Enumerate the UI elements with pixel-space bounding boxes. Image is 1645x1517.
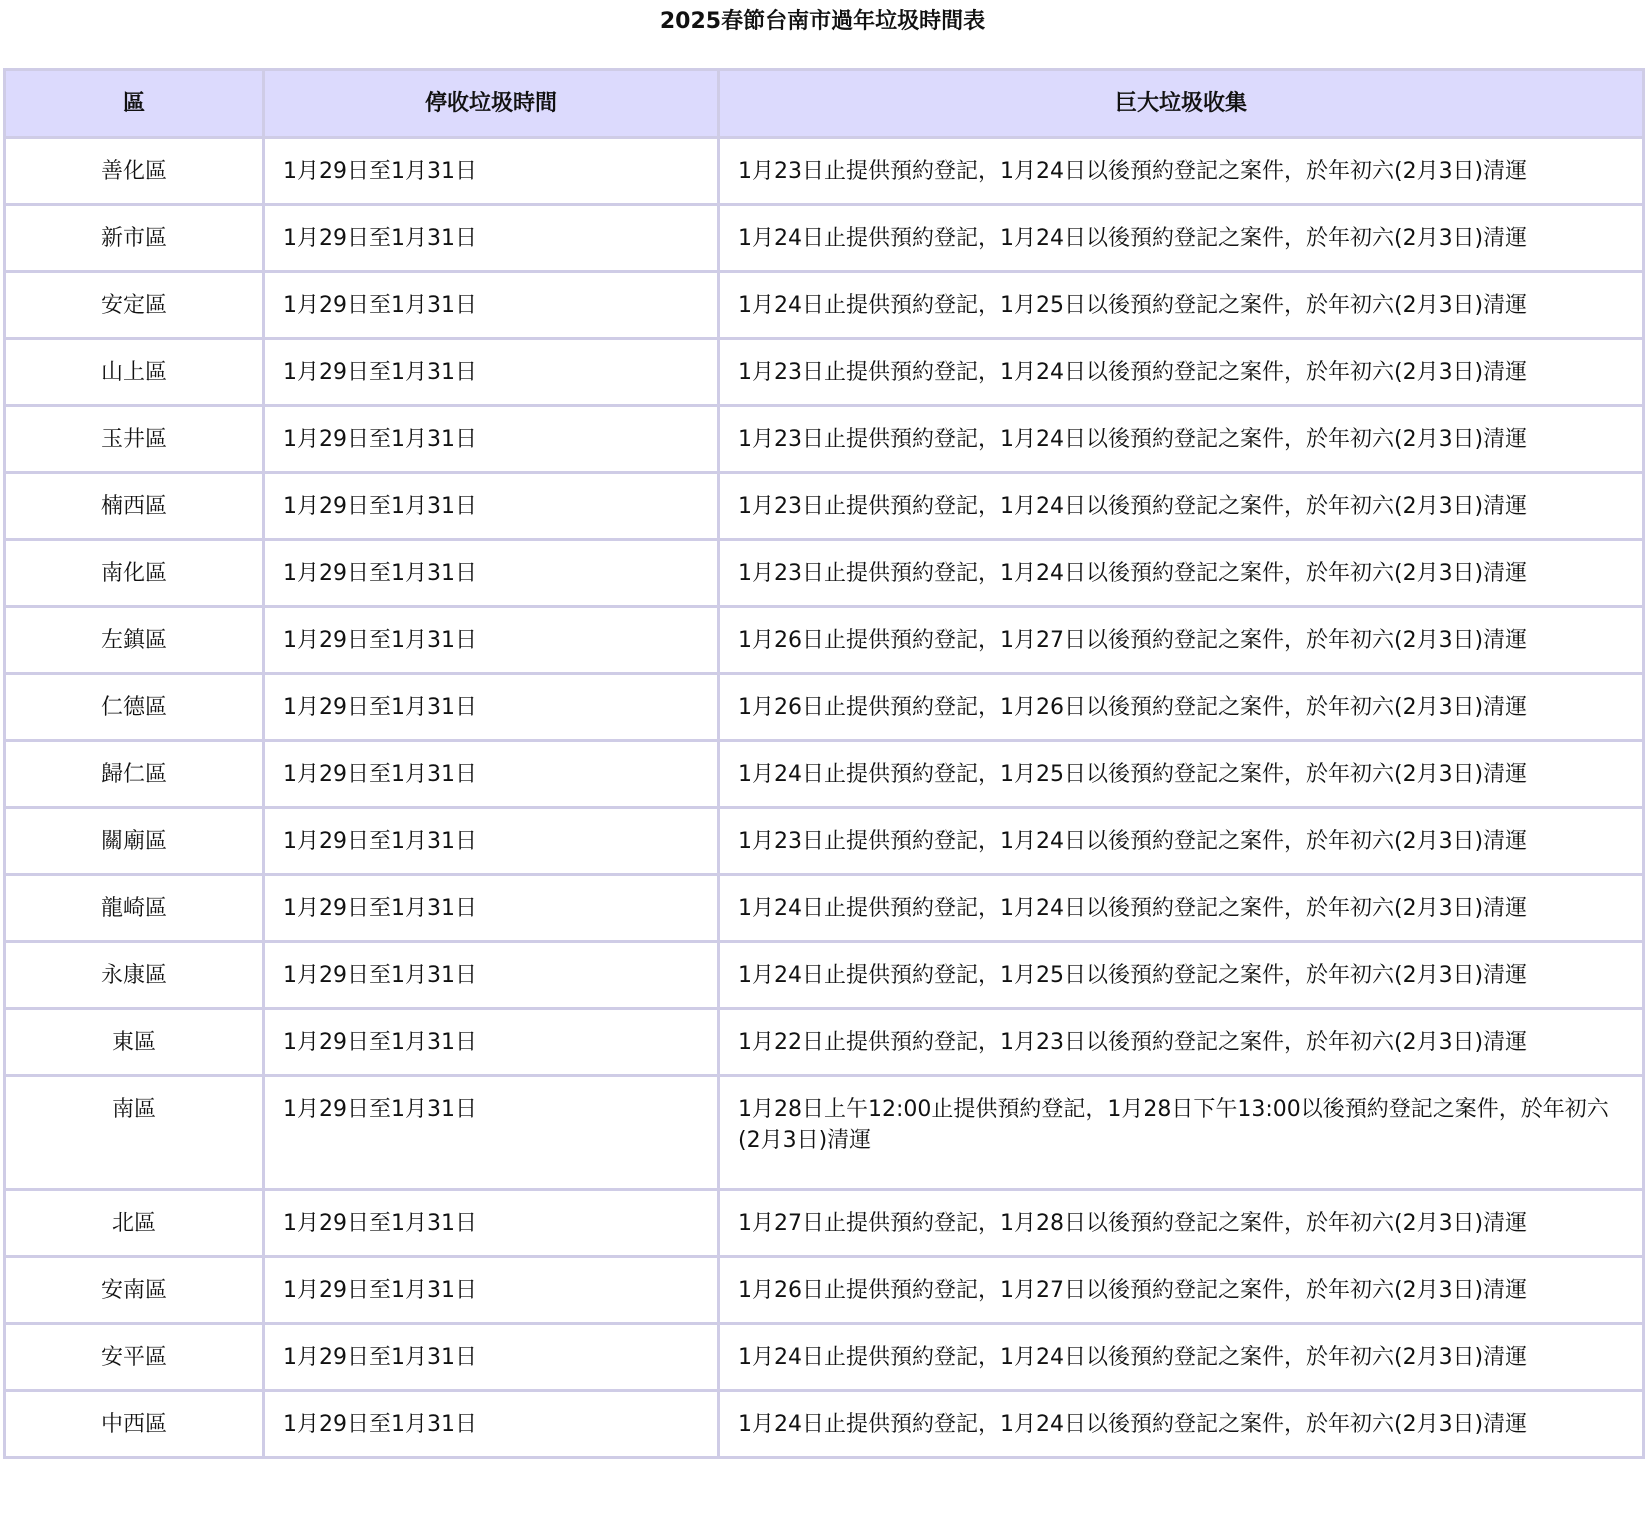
table-row [5, 1009, 1644, 1076]
column-header-stop-collection: 停收垃圾時間 [264, 70, 719, 138]
table-row [5, 540, 1644, 607]
bulky-waste-cell: 1月26日止提供預約登記，1月27日以後預約登記之案件，於年初六(2月3日)清運 [719, 1257, 1644, 1324]
bulky-waste-cell: 1月24日止提供預約登記，1月24日以後預約登記之案件，於年初六(2月3日)清運 [719, 1324, 1644, 1391]
bulky-waste-cell: 1月24日止提供預約登記，1月24日以後預約登記之案件，於年初六(2月3日)清運 [719, 205, 1644, 272]
stop-collection-cell: 1月29日至1月31日 [264, 205, 719, 272]
table-row [5, 339, 1644, 406]
table-row [5, 205, 1644, 272]
table-row [5, 1324, 1644, 1391]
bulky-waste-cell: 1月24日止提供預約登記，1月24日以後預約登記之案件，於年初六(2月3日)清運 [719, 875, 1644, 942]
stop-collection-cell: 1月29日至1月31日 [264, 808, 719, 875]
district-cell: 楠西區 [5, 473, 264, 540]
district-cell: 善化區 [5, 138, 264, 205]
stop-collection-cell: 1月29日至1月31日 [264, 406, 719, 473]
table-row [5, 674, 1644, 741]
column-header-bulky-waste: 巨大垃圾收集 [719, 70, 1644, 138]
garbage-schedule-table [3, 68, 1645, 1459]
stop-collection-cell: 1月29日至1月31日 [264, 942, 719, 1009]
column-header-district: 區 [5, 70, 264, 138]
table-row [5, 272, 1644, 339]
district-cell: 中西區 [5, 1391, 264, 1458]
stop-collection-cell: 1月29日至1月31日 [264, 540, 719, 607]
table-row [5, 1076, 1644, 1190]
stop-collection-cell: 1月29日至1月31日 [264, 1391, 719, 1458]
stop-collection-cell: 1月29日至1月31日 [264, 138, 719, 205]
bulky-waste-cell: 1月24日止提供預約登記，1月25日以後預約登記之案件，於年初六(2月3日)清運 [719, 741, 1644, 808]
table-row [5, 406, 1644, 473]
table-row [5, 607, 1644, 674]
district-cell: 玉井區 [5, 406, 264, 473]
district-cell: 永康區 [5, 942, 264, 1009]
stop-collection-cell: 1月29日至1月31日 [264, 1324, 719, 1391]
stop-collection-cell: 1月29日至1月31日 [264, 875, 719, 942]
stop-collection-cell: 1月29日至1月31日 [264, 607, 719, 674]
stop-collection-cell: 1月29日至1月31日 [264, 1257, 719, 1324]
stop-collection-cell: 1月29日至1月31日 [264, 741, 719, 808]
stop-collection-cell: 1月29日至1月31日 [264, 1190, 719, 1257]
district-cell: 北區 [5, 1190, 264, 1257]
district-cell: 左鎮區 [5, 607, 264, 674]
district-cell: 東區 [5, 1009, 264, 1076]
district-cell: 山上區 [5, 339, 264, 406]
district-cell: 安南區 [5, 1257, 264, 1324]
district-cell: 歸仁區 [5, 741, 264, 808]
bulky-waste-cell: 1月24日止提供預約登記，1月25日以後預約登記之案件，於年初六(2月3日)清運 [719, 942, 1644, 1009]
table-row [5, 1391, 1644, 1458]
table-row [5, 1190, 1644, 1257]
page-title: 2025春節台南市過年垃圾時間表 [659, 9, 986, 34]
table-row [5, 875, 1644, 942]
district-cell: 南區 [5, 1076, 264, 1190]
bulky-waste-cell: 1月23日止提供預約登記，1月24日以後預約登記之案件，於年初六(2月3日)清運 [719, 473, 1644, 540]
bulky-waste-cell: 1月23日止提供預約登記，1月24日以後預約登記之案件，於年初六(2月3日)清運 [719, 540, 1644, 607]
district-cell: 新市區 [5, 205, 264, 272]
bulky-waste-cell: 1月24日止提供預約登記，1月24日以後預約登記之案件，於年初六(2月3日)清運 [719, 1391, 1644, 1458]
bulky-waste-cell: 1月23日止提供預約登記，1月24日以後預約登記之案件，於年初六(2月3日)清運 [719, 138, 1644, 205]
table-row [5, 473, 1644, 540]
bulky-waste-cell: 1月22日止提供預約登記，1月23日以後預約登記之案件，於年初六(2月3日)清運 [719, 1009, 1644, 1076]
district-cell: 仁德區 [5, 674, 264, 741]
table-row [5, 942, 1644, 1009]
stop-collection-cell: 1月29日至1月31日 [264, 1076, 719, 1190]
bulky-waste-cell: 1月23日止提供預約登記，1月24日以後預約登記之案件，於年初六(2月3日)清運 [719, 808, 1644, 875]
bulky-waste-cell: 1月26日止提供預約登記，1月27日以後預約登記之案件，於年初六(2月3日)清運 [719, 607, 1644, 674]
stop-collection-cell: 1月29日至1月31日 [264, 339, 719, 406]
table-row [5, 808, 1644, 875]
district-cell: 關廟區 [5, 808, 264, 875]
district-cell: 南化區 [5, 540, 264, 607]
table-row [5, 138, 1644, 205]
bulky-waste-cell: 1月27日止提供預約登記，1月28日以後預約登記之案件，於年初六(2月3日)清運 [719, 1190, 1644, 1257]
table-row [5, 1257, 1644, 1324]
stop-collection-cell: 1月29日至1月31日 [264, 272, 719, 339]
district-cell: 安平區 [5, 1324, 264, 1391]
stop-collection-cell: 1月29日至1月31日 [264, 674, 719, 741]
stop-collection-cell: 1月29日至1月31日 [264, 473, 719, 540]
bulky-waste-cell: 1月23日止提供預約登記，1月24日以後預約登記之案件，於年初六(2月3日)清運 [719, 406, 1644, 473]
table-row [5, 741, 1644, 808]
district-cell: 龍崎區 [5, 875, 264, 942]
district-cell: 安定區 [5, 272, 264, 339]
bulky-waste-cell: 1月23日止提供預約登記，1月24日以後預約登記之案件，於年初六(2月3日)清運 [719, 339, 1644, 406]
table-header-row [5, 70, 1644, 138]
bulky-waste-cell: 1月28日上午12:00止提供預約登記，1月28日下午13:00以後預約登記之案件，於年初六(2月3日)清運 [719, 1076, 1644, 1190]
bulky-waste-cell: 1月26日止提供預約登記，1月26日以後預約登記之案件，於年初六(2月3日)清運 [719, 674, 1644, 741]
bulky-waste-cell: 1月24日止提供預約登記，1月25日以後預約登記之案件，於年初六(2月3日)清運 [719, 272, 1644, 339]
stop-collection-cell: 1月29日至1月31日 [264, 1009, 719, 1076]
